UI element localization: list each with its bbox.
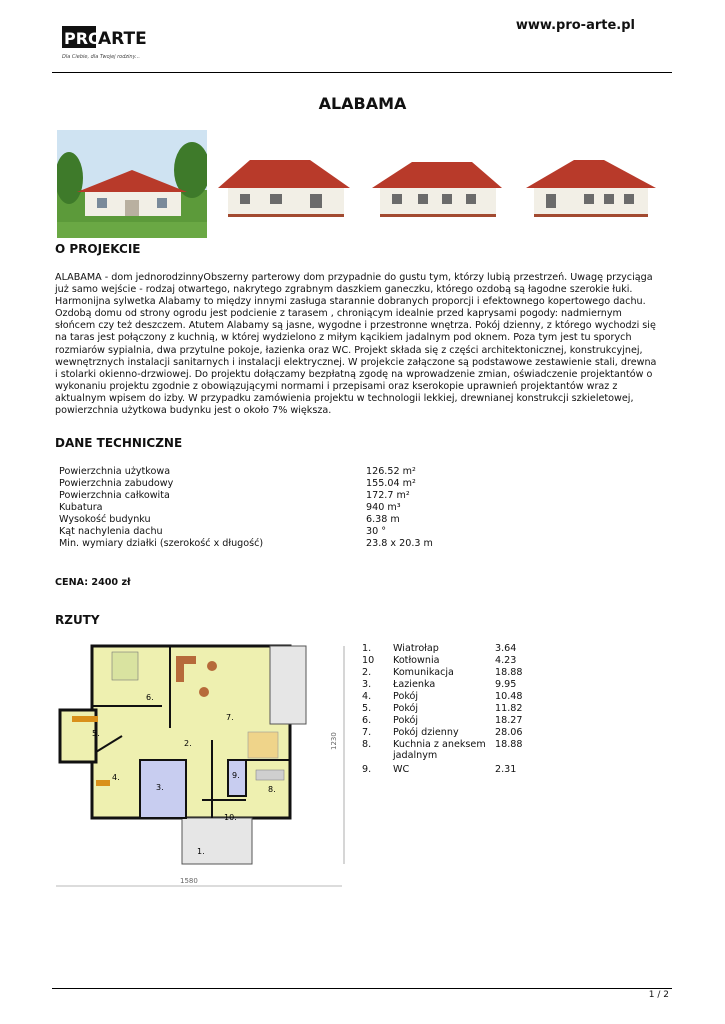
room-name: Komunikacja [393, 667, 454, 678]
room-area: 18.88 [495, 667, 523, 678]
house-photo-front [57, 130, 207, 238]
room-number: 7. [362, 727, 372, 738]
tech-label: Wysokość budynku [59, 514, 151, 525]
room-name: Wiatrołap [393, 643, 439, 654]
house-render-side-1 [210, 130, 360, 238]
room-area: 11.82 [495, 703, 523, 714]
room-number: 3. [362, 679, 372, 690]
room-number: 5. [362, 703, 372, 714]
plan-label-2: 2. [184, 739, 192, 748]
tech-value: 940 m³ [366, 502, 401, 513]
plan-label-9: 9. [232, 771, 240, 780]
room-name: Łazienka [393, 679, 436, 690]
room-number: 1. [362, 643, 372, 654]
about-line: powierzchnia użytkowa budynku jest o około 7% większa. [55, 405, 332, 417]
logo-mark [62, 24, 152, 50]
plan-label-5: 5. [92, 729, 100, 738]
room-area: 2.31 [495, 764, 517, 775]
room-number: 8. [362, 739, 372, 750]
room-name: Pokój [393, 691, 419, 702]
about-line: wewnętrznych instalacji sanitarnych i instalacji elektrycznej. W projekcie załączone są podstawowe zestawienie stali, drewna [55, 356, 657, 368]
plan-dim-height: 1230 [330, 732, 338, 750]
footer-divider [52, 988, 672, 989]
tech-value: 155.04 m² [366, 478, 416, 489]
house-render-side-2 [362, 130, 512, 238]
plan-label-1: 1. [197, 847, 205, 856]
tech-label: Kubatura [59, 502, 103, 513]
tech-value: 6.38 m [366, 514, 400, 525]
plan-label-3: 3. [156, 783, 164, 792]
room-name: WC [393, 764, 410, 775]
tech-value: 30 ° [366, 526, 387, 537]
price: CENA: 2400 zł [55, 577, 131, 588]
plan-label-4: 4. [112, 773, 120, 782]
about-line: i stolarki okienno-drzwiowej. Do projektu dołączamy bezpłatną zgodę na wprowadzenie zmian, oświadczenie projektantów o [55, 368, 653, 380]
tech-label: Min. wymiary działki (szerokość x długość) [59, 538, 264, 549]
plan-label-10: 10. [224, 813, 237, 822]
logo-tagline: Dla Ciebie, dla Twojej rodziny... [62, 54, 140, 60]
tech-label: Kąt nachylenia dachu [59, 526, 163, 537]
about-line: ALABAMA - dom jednorodzinnyObszerny parterowy dom przypadnie do gustu tym, którzy lubią przestrzeń. Uwagę przyciąga [55, 272, 653, 283]
room-name: Pokój dzienny [393, 727, 459, 738]
about-line: na taras jest połączony z kuchnią, w której wydzielono z miłym kącikiem jadalnym pod oknem. Poza tym jest tu sporych [55, 332, 632, 344]
header-divider [52, 72, 672, 73]
plan-label-8: 8. [268, 785, 276, 794]
about-line: aktualnym wpisem do izby. W przypadku zamówienia projektu w technologii lekkiej, drewnianej konstrukcji szkieletowej, [55, 392, 634, 404]
website-url[interactable]: www.pro-arte.pl [515, 18, 635, 33]
logo-arte-text: ARTE [98, 29, 147, 49]
room-name: Pokój [393, 715, 419, 726]
tech-value: 172.7 m² [366, 490, 410, 501]
tech-value: 23.8 x 20.3 m [366, 538, 433, 549]
tech-value: 126.52 m² [366, 466, 416, 477]
room-number: 2. [362, 667, 372, 678]
about-line: wykonaniu projektu zgodnie z obowiązującymi normami i przepisami oraz kserokopie uprawnień projektantów wraz z [55, 380, 618, 392]
plan-label-7: 7. [226, 713, 234, 722]
about-line: słońcem czy też deszczem. Atutem Alabamy są jasne, wygodne i przestronne wnętrza. Pokój dzienny, z którego wychodzi się [55, 320, 656, 332]
tech-label: Powierzchnia użytkowa [59, 466, 171, 477]
room-area: 10.48 [495, 691, 523, 702]
room-name: Kuchnia z aneksem jadalnym [393, 739, 486, 761]
room-number: 9. [362, 764, 372, 775]
room-area: 18.27 [495, 715, 523, 726]
room-number: 6. [362, 715, 372, 726]
room-area: 28.06 [495, 727, 523, 738]
about-line: Ozdobą domu od strony ogrodu jest podcienie z tarasem , chroniącym idealnie przed kaprysami pogody: nadmiernym [55, 308, 622, 320]
room-number: 10 [362, 655, 375, 666]
about-description [55, 272, 670, 417]
room-number: 4. [362, 691, 372, 702]
about-heading: O PROJEKCIE [55, 242, 141, 256]
company-logo [62, 24, 152, 64]
plan-label-6: 6. [146, 693, 154, 702]
room-area: 9.95 [495, 679, 517, 690]
room-area: 3.64 [495, 643, 517, 654]
logo-pro-text: PRO [64, 29, 102, 48]
floor-plan [52, 640, 352, 900]
room-name: Pokój [393, 703, 419, 714]
tech-heading: DANE TECHNICZNE [55, 436, 183, 450]
tech-label: Powierzchnia zabudowy [59, 478, 174, 489]
about-line: już samo wejście - rodzaj otwartego, nakrytego zgrabnym daszkiem ganeczku, którego ozdobą są łagodne szerokie łuki. [55, 284, 633, 296]
project-title: ALABAMA [318, 94, 407, 113]
room-area: 18.88 [495, 739, 523, 750]
tech-label: Powierzchnia całkowita [59, 490, 170, 501]
room-area: 4.23 [495, 655, 517, 666]
plan-dim-width: 1580 [180, 877, 198, 885]
about-line: rozmiarów sypialnia, dwa przytulne pokoje, łazienka oraz WC. Projekt składa się z części architektonicznej, konstrukcyjnej, [55, 344, 643, 356]
room-name: Kotłownia [393, 655, 440, 666]
about-line: Harmonijna sylwetka Alabamy to między innymi zasługa starannie dobranych proporcji i efektownego kopertowego dachu. [55, 296, 646, 308]
plans-heading: RZUTY [55, 613, 100, 627]
house-render-side-3 [514, 130, 664, 238]
page-number: 1 / 2 [648, 990, 669, 1000]
